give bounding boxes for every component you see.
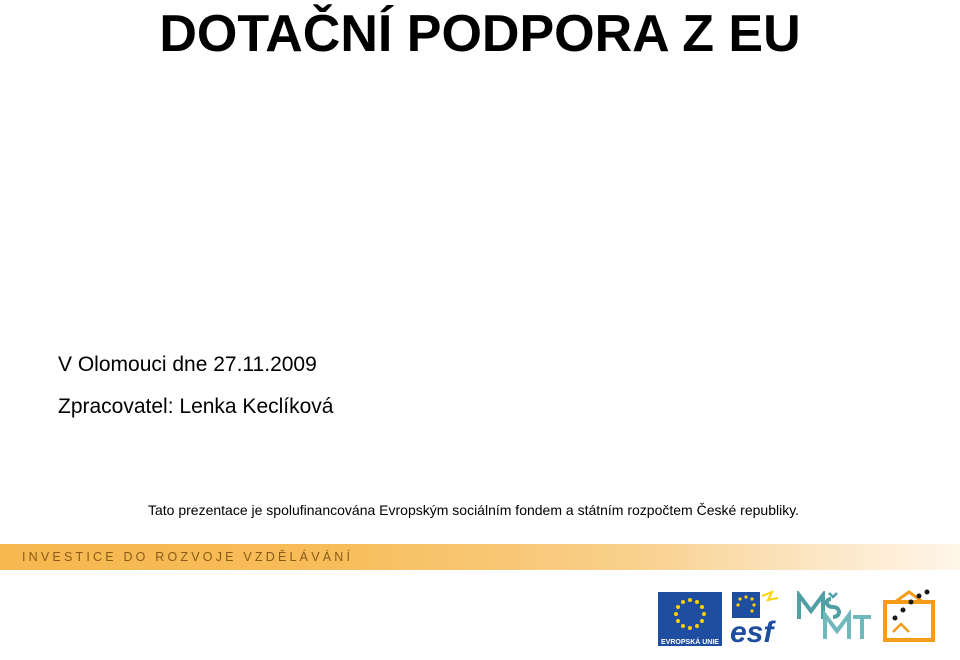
eu-flag-icon	[658, 592, 722, 646]
eu-caption: EVROPSKÁ UNIE	[661, 639, 719, 646]
msmt-logo-icon	[795, 591, 877, 643]
funding-note: Tato prezentace je spolufinancována Evropským sociálním fondem a státním rozpočtem České republiky.	[148, 502, 800, 518]
education-banner	[0, 544, 960, 570]
esf-logo-icon	[728, 590, 790, 644]
author-line: Zpracovatel: Lenka Keclíková	[58, 395, 334, 418]
op-vk-logo-icon	[881, 588, 939, 644]
slide-title: DOTAČNÍ PODPORA Z EU	[159, 5, 801, 63]
date-line: V Olomouci dne 27.11.2009	[58, 353, 317, 376]
esf-text: esf	[730, 616, 774, 644]
banner-text: INVESTICE DO ROZVOJE VZDĚLÁVÁNÍ	[22, 550, 354, 564]
